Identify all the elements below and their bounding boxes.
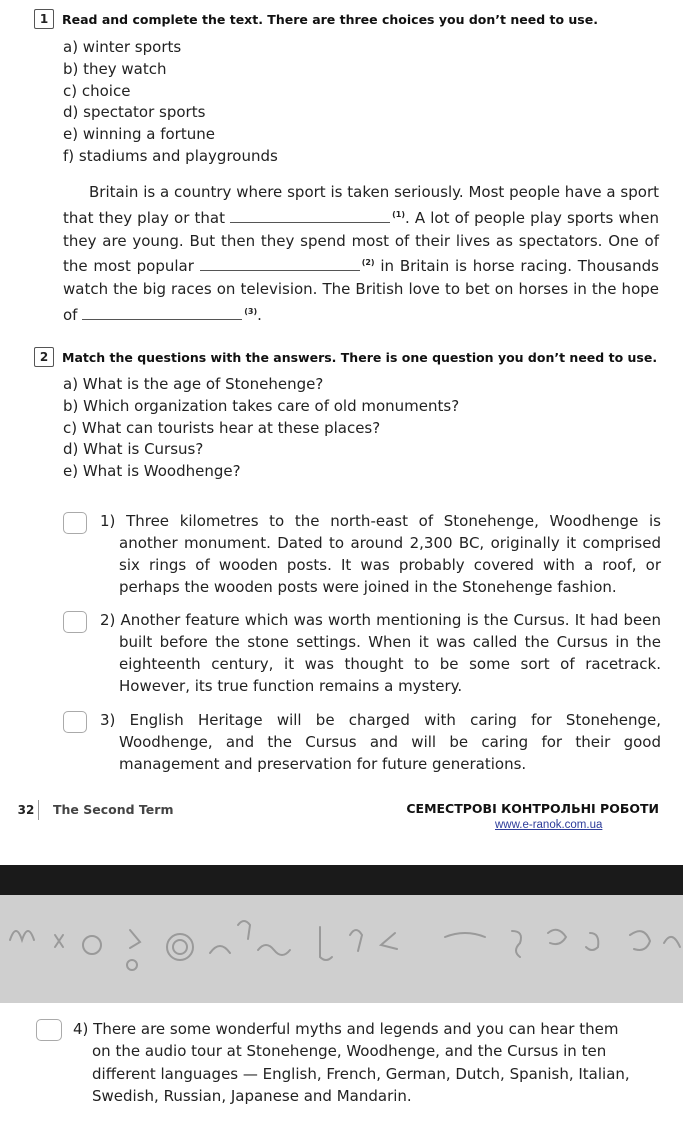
answer-item [63,609,661,697]
gap-number: (1) [392,209,405,219]
question-item: d) What is Cursus? [63,440,204,459]
answer-checkbox[interactable] [63,512,87,534]
answer-blank[interactable] [82,307,242,320]
options-list [63,37,278,168]
question-item: c) What can tourists hear at these places? [63,418,381,437]
option-item: d) spectator sports [63,103,206,122]
answer-text: 4) There are some wonderful myths and legends and you can hear them on the audio tour at Stonehenge, Woodhenge, and the Cursus in ten different languages — English, French, German, Dutch, Spanish, Italian, Swedish, Russian, Japanese and Mandarin. [73,1020,630,1105]
answer-blank[interactable] [230,210,390,223]
option-item: b) they watch [63,59,167,78]
exercise-instruction: Match the questions with the answers. There is one question you don’t need to use. [62,349,658,365]
text-segment: in Britain is horse racing. Thousands watch the big races on television. The British love to bet on horses in the hope of [63,257,659,324]
footer-series-title: СЕМЕСТРОВІ КОНТРОЛЬНІ РОБОТИ [406,801,659,816]
questions-list [63,374,459,483]
exercise-number: 2 [34,347,54,367]
exercise-number: 1 [34,9,54,29]
answer-item [63,709,661,775]
ornament-band [0,895,683,1003]
option-item: f) stadiums and playgrounds [63,146,278,165]
exercise-1-header [34,9,598,29]
question-item: e) What is Woodhenge? [63,462,241,481]
answer-checkbox[interactable] [63,711,87,733]
exercise-instruction: Read and complete the text. There are three choices you don’t need to use. [62,11,598,27]
dark-divider-band [0,865,683,895]
answer-text: 3) English Heritage will be charged with caring for Stonehenge, Woodhenge, and the Cursus and will be caring for their good management and preservation for future generations. [100,711,661,773]
answer-text: 2) Another feature which was worth mentioning is the Cursus. It had been built before the stone settings. When it was called the Cursus in the eighteenth century, it was thought to be some sort of racetrack. However, its true function remains a mystery. [100,611,661,695]
text-segment: . [257,305,262,324]
gap-number: (2) [361,258,375,268]
option-item: a) winter sports [63,38,182,56]
continued-page [0,1003,683,1123]
ornament-glyphs-icon [0,895,683,1003]
answer-item [36,1018,636,1107]
publisher-link[interactable]: www.e-ranok.com.ua [495,819,603,831]
footer-term: The Second Term [53,802,174,817]
option-item: c) choice [63,81,131,100]
answer-checkbox[interactable] [63,611,87,633]
answer-checkbox[interactable] [36,1019,62,1041]
answer-item [63,510,661,598]
answer-text: 1) Three kilometres to the north-east of Stonehenge, Woodhenge is another monument. Dated to around 2,300 BC, originally it comprised six rings of wooden posts. It was probably covered with a roof, or perhaps the wooden posts were joined in the Stonehenge fashion. [100,512,661,596]
gap-fill-text [63,181,659,327]
question-item: a) What is the age of Stonehenge? [63,375,324,393]
answer-blank[interactable] [200,258,360,271]
text-segment: . A lot of people play sports when they are young. But then they spend most of their lives as spectators. One of the most popular [63,208,659,276]
gap-number: (3) [244,306,258,316]
exercise-2-header [34,347,657,367]
page-number: 32 [14,800,39,820]
question-item: b) Which organization takes care of old monuments? [63,396,460,415]
text-segment: Britain is a country where sport is taken seriously. Most people have a sport that they play or that [63,183,659,227]
option-item: e) winning a fortune [63,125,215,144]
